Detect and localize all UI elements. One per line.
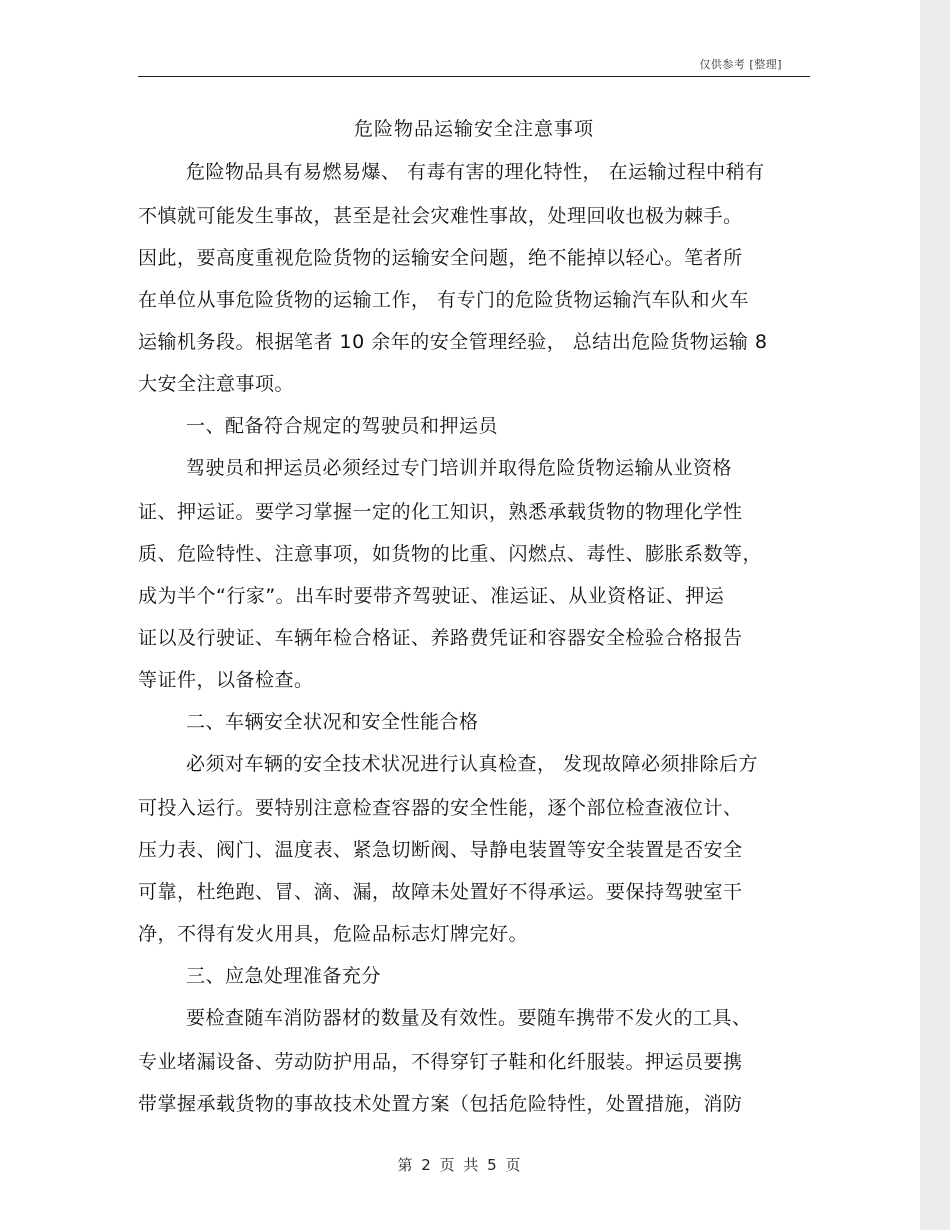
paragraph-line: 在单位从事危险货物的运输工作， 有专门的危险货物运输汽车队和火车 xyxy=(138,289,750,311)
paragraph-line: 净，不得有发火用具，危险品标志灯牌完好。 xyxy=(138,923,529,945)
paragraph-line: 运输机务段。根据笔者 10 余年的安全管理经验， 总结出危险货物运输 8 xyxy=(138,331,768,353)
paragraph-line: 等证件，以备检查。 xyxy=(138,669,314,691)
section-heading: 三、应急处理准备充分 xyxy=(186,965,382,987)
paragraph-line: 证、押运证。要学习掌握一定的化工知识，熟悉承载货物的物理化学性 xyxy=(138,501,743,523)
paragraph-line: 成为半个“行家”。出车时要带齐驾驶证、准运证、从业资格证、押运 xyxy=(138,585,725,607)
paragraph-line: 带掌握承载货物的事故技术处置方案（包括危险特性，处置措施，消防 xyxy=(138,1093,743,1115)
section-heading: 二、车辆安全状况和安全性能合格 xyxy=(186,711,479,733)
paragraph-line: 必须对车辆的安全技术状况进行认真检查， 发现故障必须排除后方 xyxy=(186,753,759,775)
paragraph-line: 驾驶员和押运员必须经过专门培训并取得危险货物运输从业资格 xyxy=(186,457,733,479)
page-number-footer: 第 2 页 共 5 页 xyxy=(397,1156,523,1174)
paragraph-line: 证以及行驶证、车辆年检合格证、养路费凭证和容器安全检验合格报告 xyxy=(138,627,743,649)
section-heading: 一、配备符合规定的驾驶员和押运员 xyxy=(186,415,499,437)
paragraph-line: 压力表、阀门、温度表、紧急切断阀、导静电装置等安全装置是否安全 xyxy=(138,839,743,861)
header-label: 仅供参考 [整理] xyxy=(699,58,782,71)
header-divider xyxy=(138,76,810,77)
paragraph-line: 专业堵漏设备、劳动防护用品，不得穿钉子鞋和化纤服装。押运员要携 xyxy=(138,1051,743,1073)
paragraph-line: 要检查随车消防器材的数量及有效性。要随车携带不发火的工具、 xyxy=(186,1007,752,1029)
paragraph-line: 质、危险特性、注意事项，如货物的比重、闪燃点、毒性、膨胀系数等， xyxy=(138,543,763,565)
paragraph-line: 不慎就可能发生事故，甚至是社会灾难性事故，处理回收也极为棘手。 xyxy=(138,205,743,227)
paragraph-line: 可靠，杜绝跑、冒、滴、漏，故障未处置好不得承运。要保持驾驶室干 xyxy=(138,881,743,903)
paragraph-line: 大安全注意事项。 xyxy=(138,373,295,395)
paragraph-line: 危险物品具有易燃易爆、 有毒有害的理化特性， 在运输过程中稍有 xyxy=(186,161,765,183)
paragraph-line: 因此，要高度重视危险货物的运输安全问题，绝不能掉以轻心。笔者所 xyxy=(138,247,743,269)
paragraph-line: 可投入运行。要特别注意检查容器的安全性能，逐个部位检查液位计、 xyxy=(138,797,743,819)
document-title: 危险物品运输安全注意事项 xyxy=(353,118,594,140)
